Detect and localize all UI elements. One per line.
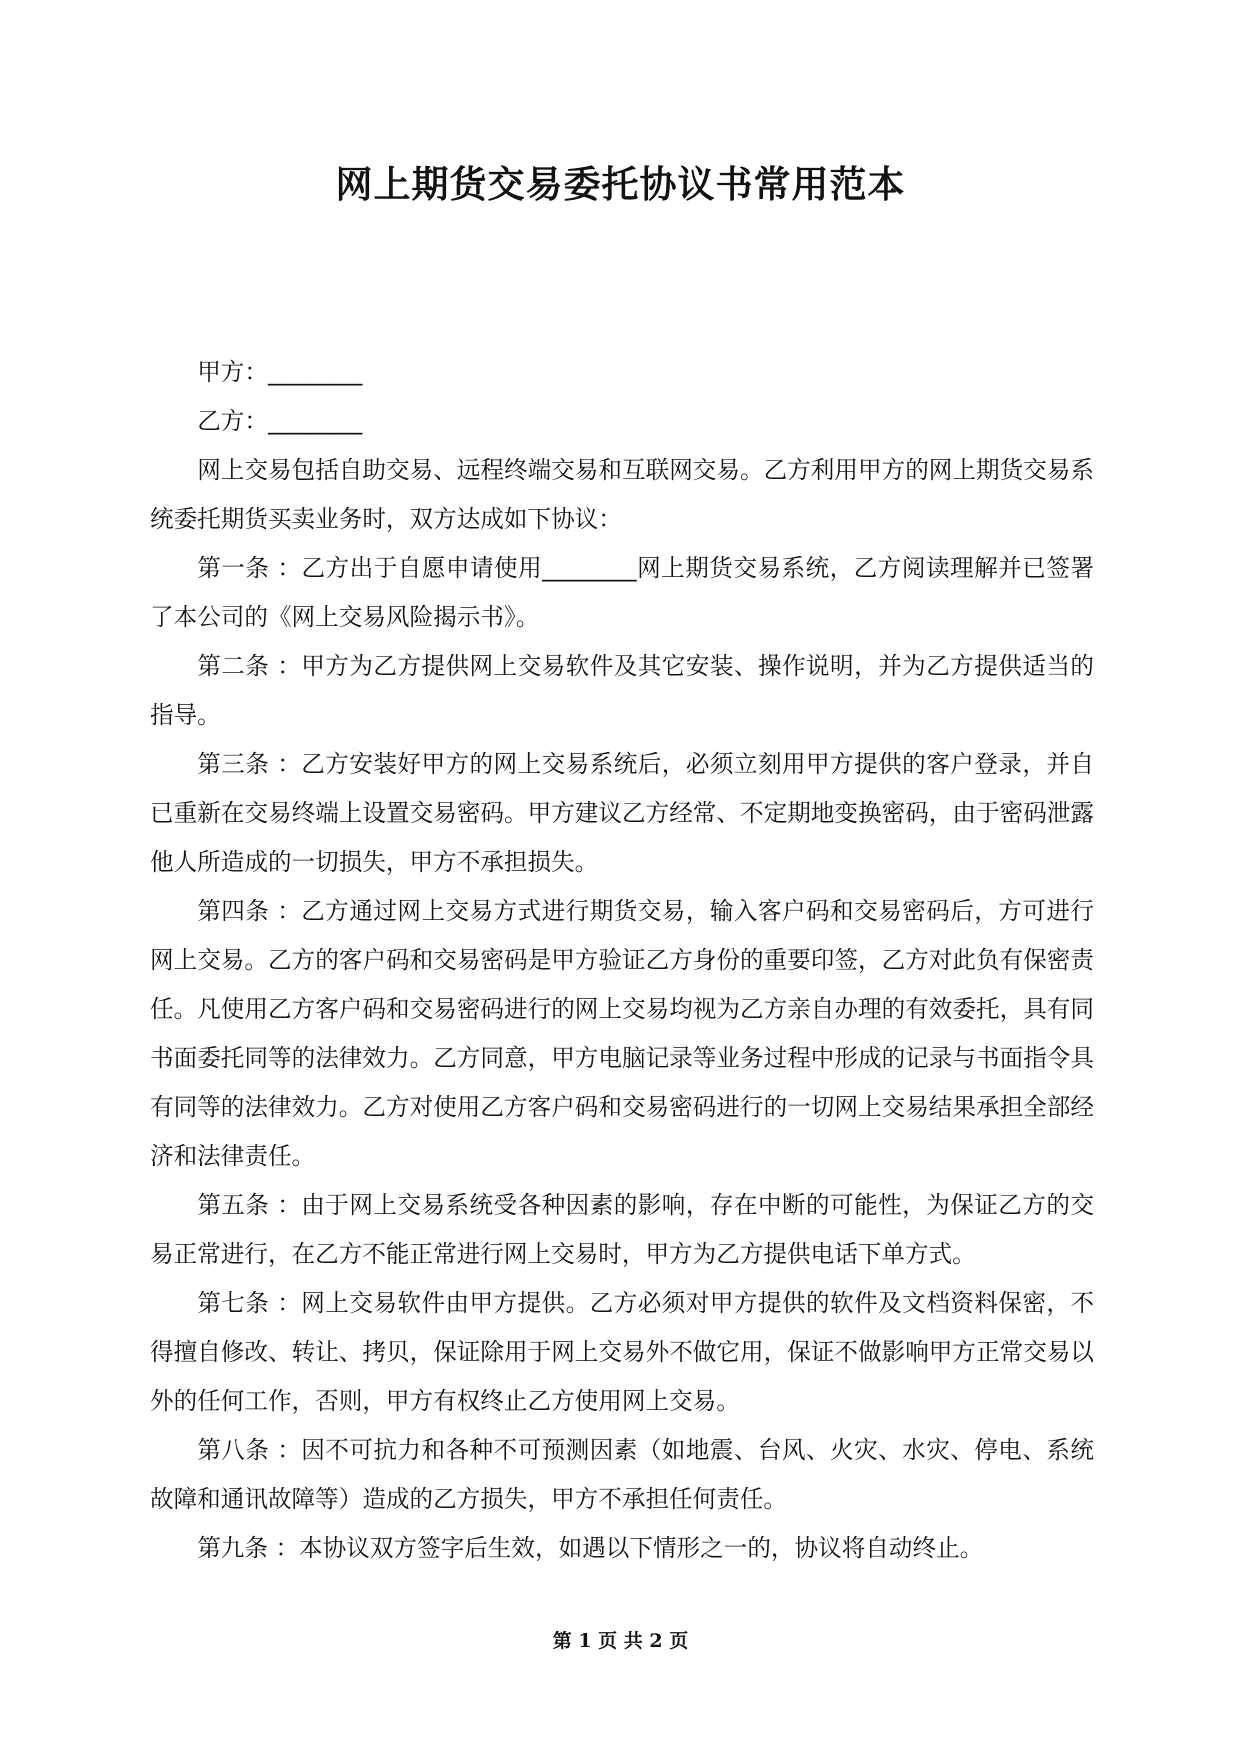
article-7: 第七条 ：网上交易软件由甲方提供。乙方必须对甲方提供的软件及文档资料保密，不得擅自修改、转让、拷贝，保证除用于网上交易外不做它用，保证不做影响甲方正常交易以外的任何工作，否则，甲方有权终止乙方使用网上交易。	[150, 1289, 1094, 1415]
party-b-line: 乙方：________	[197, 407, 363, 435]
article-1: 第一条 ：乙方出于自愿申请使用________网上期货交易系统，乙方阅读理解并已签署了本公司的《网上交易风险揭示书》。	[150, 554, 1094, 631]
article-9: 第九条 ：本协议双方签字后生效，如遇以下情形之一的，协议将自动终止。	[197, 1534, 984, 1562]
article-4: 第四条 ：乙方通过网上交易方式进行期货交易，输入客户码和交易密码后，方可进行网上交易。乙方的客户码和交易密码是甲方验证乙方身份的重要印签，乙方对此负有保密责任。凡使用乙方客户码和交易密码进行的网上交易均视为乙方亲自办理的有效委托，具有同书面委托同等的法律效力。乙方同意，甲方电脑记录等业务过程中形成的记录与书面指令具有同等的法律效力。乙方对使用乙方客户码和交易密码进行的一切网上交易结果承担全部经济和法律责任。	[150, 897, 1094, 1170]
article-5: 第五条 ：由于网上交易系统受各种因素的影响，存在中断的可能性，为保证乙方的交易正常进行，在乙方不能正常进行网上交易时，甲方为乙方提供电话下单方式。	[150, 1191, 1094, 1268]
article-2: 第二条 ：甲方为乙方提供网上交易软件及其它安装、操作说明，并为乙方提供适当的指导。	[150, 652, 1094, 729]
page-number-footer: 第 1 页 共 2 页	[552, 1630, 689, 1652]
intro-paragraph: 网上交易包括自助交易、远程终端交易和互联网交易。乙方利用甲方的网上期货交易系统委托期货买卖业务时，双方达成如下协议：	[150, 456, 1094, 533]
party-a-line: 甲方：________	[197, 358, 363, 386]
document-title: 网上期货交易委托协议书常用范本	[335, 163, 906, 206]
article-8: 第八条 ：因不可抗力和各种不可预测因素（如地震、台风、火灾、水灾、停电、系统故障和通讯故障等）造成的乙方损失，甲方不承担任何责任。	[150, 1436, 1094, 1513]
document-body	[150, 348, 1094, 1573]
article-3: 第三条 ：乙方安装好甲方的网上交易系统后，必须立刻用甲方提供的客户登录，并自已重新在交易终端上设置交易密码。甲方建议乙方经常、不定期地变换密码，由于密码泄露他人所造成的一切损失，甲方不承担损失。	[150, 750, 1094, 876]
